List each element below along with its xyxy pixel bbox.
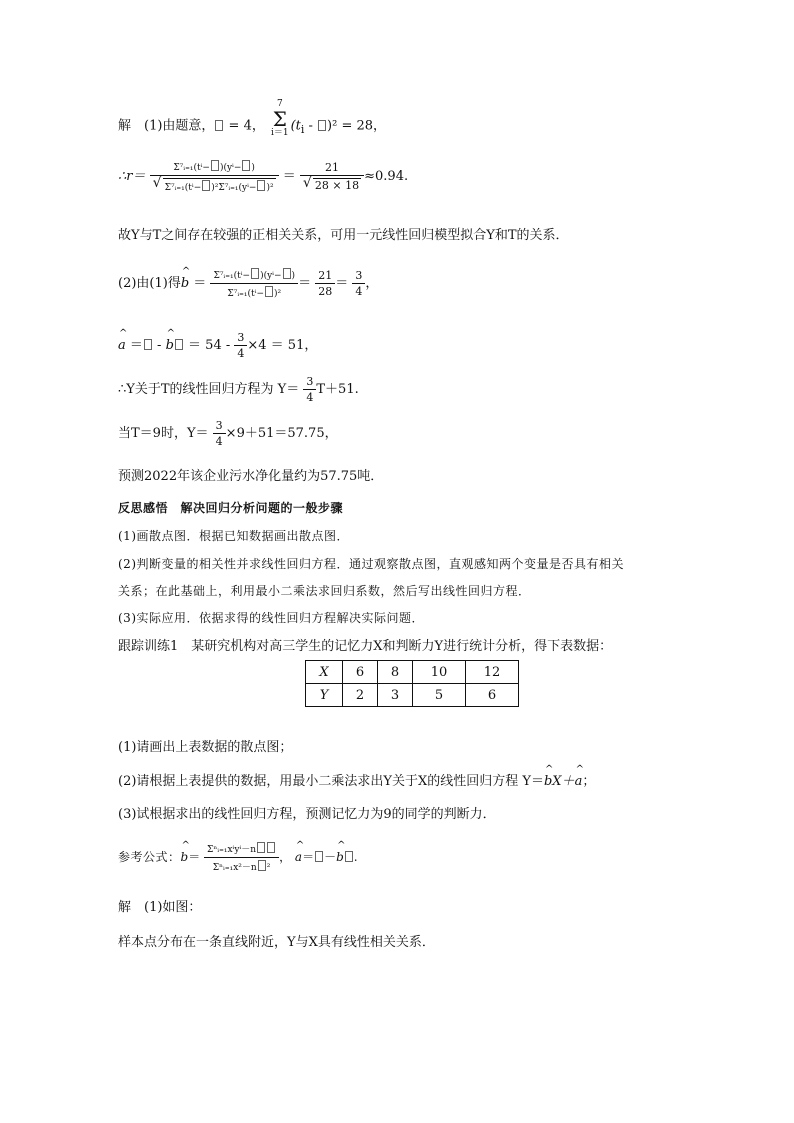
row-label-y: Y [306,684,343,707]
table-cell: 6 [466,684,519,707]
prediction-calc: 当T＝9时，Y＝ $\frac{3}{4}$ ×9＋51＝57.75， [118,419,338,448]
solution-part-1: 解 (1)如图： [118,900,202,915]
table-cell: 3 [378,684,413,707]
conclusion-line: 故Y与T之间存在较强的正相关关系，可用一元线性回归模型拟合Y和T的关系． [118,228,569,243]
table-cell: 6 [343,661,378,684]
table-cell: 12 [466,661,519,684]
reference-formula: 参考公式：^ b＝ $\frac{\text{Σⁿᵢ₌₁xⁱyⁱ－n}}{\text{Σⁿᵢ₌₁x²－n ²}}$ ， ^ a＝ －^ b . [118,842,358,873]
r-fraction: Σ⁷ᵢ₌₁(tⁱ− )(yⁱ− ) √ Σ⁷ᵢ₌₁(tⁱ− )²Σ⁷ᵢ₌₁(yⁱ− )² [150,160,279,193]
reflection-step-2: (2)判断变量的相关性并求线性回归方程．通过观察散点图，直观感知两个变量是否具有相关 [118,557,625,571]
regression-equation: ∴Y关于T的线性回归方程为 Y＝ $\frac{3}{4}$ T＋51. [118,375,359,404]
table-row [306,661,519,684]
tbar-placeholder [215,120,223,131]
reflection-step-1: (1)画散点图．根据已知数据画出散点图． [118,529,349,543]
a-hat-formula: ^ a ＝ - ^ b ＝ 54 - $\frac{3}{4}$ ×4 ＝ 51， [118,332,317,359]
question-1: (1)请画出上表数据的散点图； [118,740,293,755]
correlation-formula: ∴r＝ Σ⁷ᵢ₌₁(tⁱ− )(yⁱ− ) √ Σ⁷ᵢ₌₁(tⁱ− )²Σ⁷ᵢ₌₁(yⁱ− )² ＝ 21 √ 28 × 18 ≈0.94. [118,160,408,193]
solution-label: 解 (1)由题意， [118,118,215,134]
training-intro: 跟踪训练1 某研究机构对高三学生的记忆力X和判断力Y进行统计分析，得下表数据： [118,639,613,654]
table-row [306,684,519,707]
table-cell: 8 [378,661,413,684]
b-hat-formula: (2)由(1)得^ b ＝ $\frac{\text{Σ⁷ᵢ₌₁(tⁱ− )(yⁱ− )}}{\text{Σ⁷ᵢ₌₁(tⁱ− )²}}$ ＝ $\frac{21}{28}$ ＝ $\frac{3}{4}$ ， [118,268,378,299]
data-table [305,660,519,707]
r-value-fraction: 21 √ 28 × 18 [300,162,364,191]
solution-line-1: 解 (1)由题意， = 4， 7 Σ i＝1 $(t_i - )^2 = 28$， [118,99,387,138]
row-label-x: X [306,661,343,684]
ref-b-fraction: $\frac{\text{Σⁿᵢ₌₁xⁱyⁱ－n}}{\text{Σⁿᵢ₌₁x²－n ²}}$ [204,842,279,873]
table-cell: 2 [343,684,378,707]
question-2: (2)请根据上表提供的数据，用最小二乘法求出Y关于X的线性回归方程 Y＝^ bX＋^ a； [118,775,595,788]
reflection-step-3: (3)实际应用．依据求得的线性回归方程解决实际问题． [118,611,425,625]
table-cell: 5 [413,684,466,707]
solution-conclusion: 样本点分布在一条直线附近，Y与X具有线性相关关系． [118,935,435,950]
reflection-step-2-cont: 关系；在此基础上，利用最小二乘法求回归系数，然后写出线性回归方程． [118,584,531,598]
question-3: (3)试根据求出的线性回归方程，预测记忆力为9的同学的判断力． [118,807,496,822]
prediction-result: 预测2022年该企业污水净化量约为57.75吨． [118,469,384,484]
table-cell: 10 [413,661,466,684]
summation: 7 Σ i＝1 [271,99,289,138]
b-hat-fraction: $\frac{\text{Σ⁷ᵢ₌₁(tⁱ− )(yⁱ− )}}{\text{Σ⁷ᵢ₌₁(tⁱ− )²}}$ [210,268,298,299]
reflection-title: 反思感悟 解决回归分析问题的一般步骤 [118,501,344,515]
